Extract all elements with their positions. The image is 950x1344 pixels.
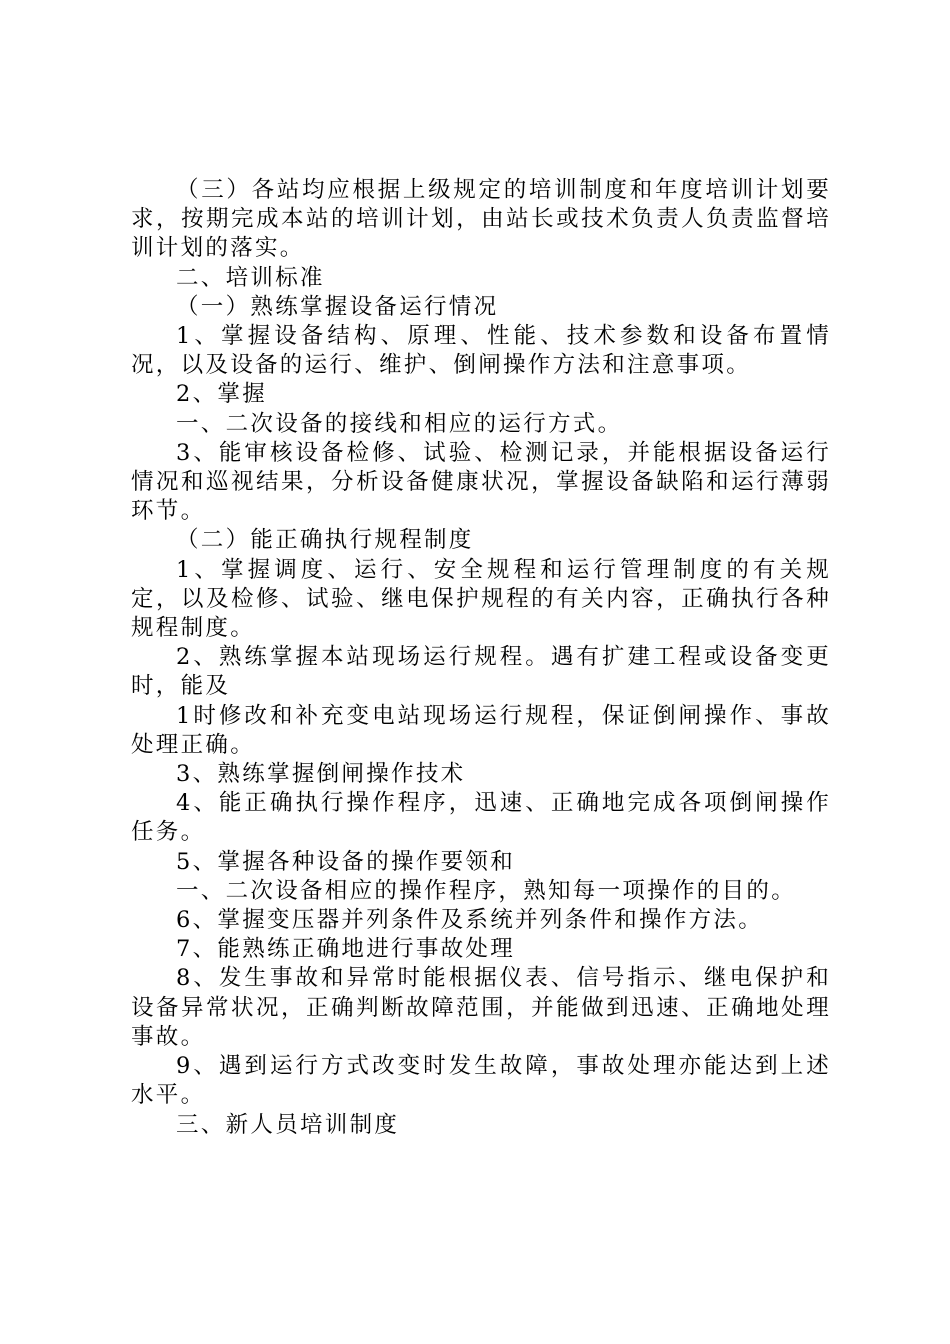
- subheading-rules-execution: （二）能正确执行规程制度: [176, 527, 474, 554]
- paragraph-rules-item-5-continued: 一、二次设备相应的操作程序，熟知每一项操作的目的。: [176, 877, 797, 904]
- heading-new-staff-training: 三、新人员培训制度: [176, 1111, 400, 1138]
- paragraph-rules-item-8: 8、发生事故和异常时能根据仪表、信号指示、继电保护和设备异常状况，正确判断故障范围，并能做到迅速、正确地处理事故。: [131, 965, 831, 1050]
- paragraph-section-3-intro: （三）各站均应根据上级规定的培训制度和年度培训计划要求，按期完成本站的培训计划，由站长或技术负责人负责监督培训计划的落实。: [131, 177, 831, 262]
- paragraph-rules-item-1: 1、掌握调度、运行、安全规程和运行管理制度的有关规定，以及检修、试验、继电保护规程的有关内容，正确执行各种规程制度。: [131, 556, 831, 642]
- document-body: [131, 176, 831, 1140]
- paragraph-item-1: 1、掌握设备结构、原理、性能、技术参数和设备布置情况，以及设备的运行、维护、倒闸操作方法和注意事项。: [131, 323, 831, 379]
- subheading-equipment-operation: （一）熟练掌握设备运行情况: [176, 293, 499, 320]
- paragraph-rules-item-4: 4、能正确执行操作程序，迅速、正确地完成各项倒闸操作任务。: [131, 790, 831, 846]
- paragraph-rules-item-2-continued: 1时修改和补充变电站现场运行规程，保证倒闸操作、事故处理正确。: [131, 702, 831, 758]
- paragraph-item-2: 2、掌握: [176, 381, 268, 408]
- paragraph-rules-item-6: 6、掌握变压器并列条件及系统并列条件和操作方法。: [176, 907, 764, 934]
- paragraph-rules-item-3: 3、熟练掌握倒闸操作技术: [176, 761, 466, 788]
- paragraph-item-2-continued: 一、二次设备的接线和相应的运行方式。: [176, 410, 623, 437]
- paragraph-rules-item-2: 2、熟练掌握本站现场运行规程。遇有扩建工程或设备变更时，能及: [131, 644, 831, 700]
- heading-training-standards: 二、培训标准: [176, 264, 325, 291]
- paragraph-item-3: 3、能审核设备检修、试验、检测记录，并能根据设备运行情况和巡视结果，分析设备健康状况，掌握设备缺陷和运行薄弱环节。: [131, 439, 831, 525]
- paragraph-rules-item-9: 9、遇到运行方式改变时发生故障，事故处理亦能达到上述水平。: [131, 1053, 831, 1109]
- paragraph-rules-item-7: 7、能熟练正确地进行事故处理: [176, 936, 516, 963]
- paragraph-rules-item-5: 5、掌握各种设备的操作要领和: [176, 848, 516, 875]
